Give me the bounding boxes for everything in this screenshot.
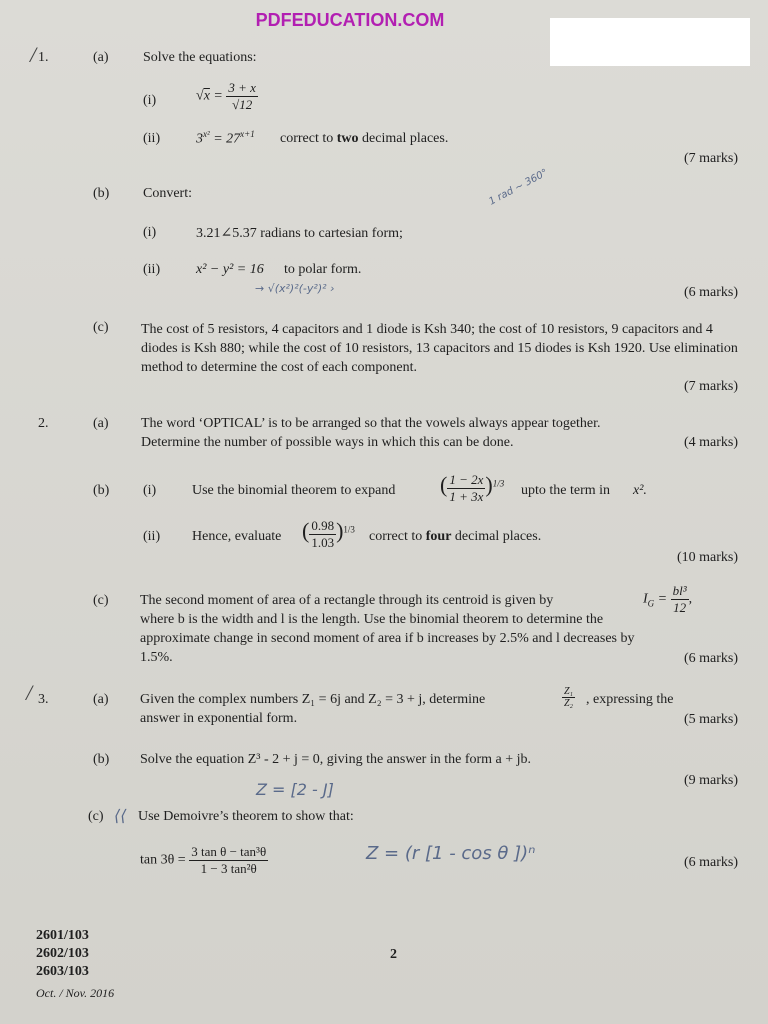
marks: (10 marks) [676, 550, 738, 565]
part-label: (c) [88, 809, 104, 824]
part-text: where b is the width and l is the length. Use the binomial theorem to determine the [140, 612, 604, 627]
question-number: 1. [38, 50, 49, 65]
question-number: 2. [38, 416, 49, 431]
subpart-text: correct to two decimal places. [280, 131, 449, 146]
paper-code: 2603/103 [36, 964, 89, 979]
moment-formula: $I_G$ = $\frac{\text{bl³}}{12}$ , [643, 583, 693, 615]
binomial-expression: ( $\frac{1 - 2x}{1 + 3x}$ )$^{1/3}$ [440, 472, 505, 505]
handwritten-note: Z = [2 - J] [256, 780, 334, 799]
part-label: (c) [93, 320, 109, 335]
part-text: , expressing the [586, 692, 674, 707]
z-ratio: $\frac{\text{Z₁}}{\text{Z₂}}$ [564, 686, 574, 709]
subpart-text: correct to four decimal places. [369, 529, 542, 544]
part-text: Given the complex numbers Z₁ = 6j and Z₂ = 3 + j, determine [140, 692, 486, 707]
part-label: (c) [93, 593, 109, 608]
subpart-text: Use the binomial theorem to expand [192, 483, 396, 498]
part-text: Determine the number of possible ways in which this can be done. [141, 435, 514, 450]
tick-mark-icon: / [30, 42, 37, 67]
part-text: Use Demoivre’s theorem to show that: [138, 809, 354, 824]
subpart-label: (i) [143, 483, 157, 498]
part-text: The cost of 5 resistors, 4 capacitors and 1 diode is Ksh 340; the cost of 10 resistors, 9 capacitors and 4 diodes is Ksh 880; while the cost of 10 resistors, 13 capacitors and 15 diodes is Ksh 1920. Use elimination method to determine the cost of each component. [141, 322, 738, 375]
marks: (5 marks) [683, 712, 738, 727]
exam-date: Oct. / Nov. 2016 [36, 986, 115, 1000]
part-label: (a) [93, 50, 109, 65]
part-text: Solve the equations: [143, 50, 257, 65]
subpart-text: to polar form. [284, 262, 362, 277]
paper-code: 2601/103 [36, 928, 89, 943]
page-number: 2 [390, 947, 397, 962]
marks: (4 marks) [683, 435, 738, 450]
handwritten-note: 1 rad ~ 360° [487, 167, 550, 208]
part-text: 1.5%. [140, 650, 173, 665]
part-text: answer in exponential form. [140, 711, 298, 726]
equation-polar: x² − y² = 16 [196, 262, 264, 277]
term-x2: x². [633, 483, 647, 498]
redaction-box [550, 18, 750, 66]
handwritten-note: Z = (r [1 - cos θ ])ⁿ [366, 843, 536, 864]
part-label: (b) [93, 186, 110, 201]
watermark: PDFEDUCATION.COM [255, 10, 445, 30]
part-label: (a) [93, 692, 109, 707]
equation-exponent: $3^{x^2} = 27^{x+1}$ [196, 129, 255, 147]
handwritten-scribble: → √(x²)²(-y²)² › [255, 282, 335, 295]
subpart-text: 3.21∠5.37 radians to cartesian form; [196, 226, 403, 241]
part-text: approximate change in second moment of area if b increases by 2.5% and l decreases by [140, 631, 635, 646]
question-number: 3. [38, 692, 49, 707]
part-label: (b) [93, 752, 110, 767]
marks: (6 marks) [683, 285, 738, 300]
part-label: (a) [93, 416, 109, 431]
part-text: Solve the equation Z³ - 2 + j = 0, giving the answer in the form a + jb. [140, 752, 532, 767]
subpart-label: (i) [143, 93, 157, 108]
marks: (7 marks) [683, 379, 738, 394]
subpart-text: Hence, evaluate [192, 529, 282, 544]
part-text: The word ‘OPTICAL’ is to be arranged so that the vowels always appear together. [141, 416, 601, 431]
handwritten-scribble: ⟨⟨ [114, 806, 127, 825]
part-label: (b) [93, 483, 110, 498]
paper-code: 2602/103 [36, 946, 89, 961]
part-text: Convert: [143, 186, 192, 201]
marks: (6 marks) [683, 855, 738, 870]
subpart-label: (ii) [143, 131, 161, 146]
marks: (7 marks) [683, 151, 738, 166]
subpart-label: (ii) [143, 529, 161, 544]
equation-sqrt: √x = $\frac{3 + x}{√12}$ [196, 80, 256, 112]
part-text: The second moment of area of a rectangle through its centroid is given by [140, 593, 554, 608]
marks: (6 marks) [683, 651, 738, 666]
evaluate-expression: ( $\frac{0.98}{1.03}$ )$^{1/3}$ [302, 518, 355, 551]
subpart-label: (ii) [143, 262, 161, 277]
subpart-label: (i) [143, 225, 157, 240]
tick-mark-icon: / [26, 680, 33, 705]
marks: (9 marks) [683, 773, 738, 788]
demoivre-identity: tan 3θ = $\frac{\text{3 tan θ − tan³θ}}{\text{1 − 3 tan²θ}}$ [140, 844, 267, 876]
subpart-text: upto the term in [521, 483, 611, 498]
